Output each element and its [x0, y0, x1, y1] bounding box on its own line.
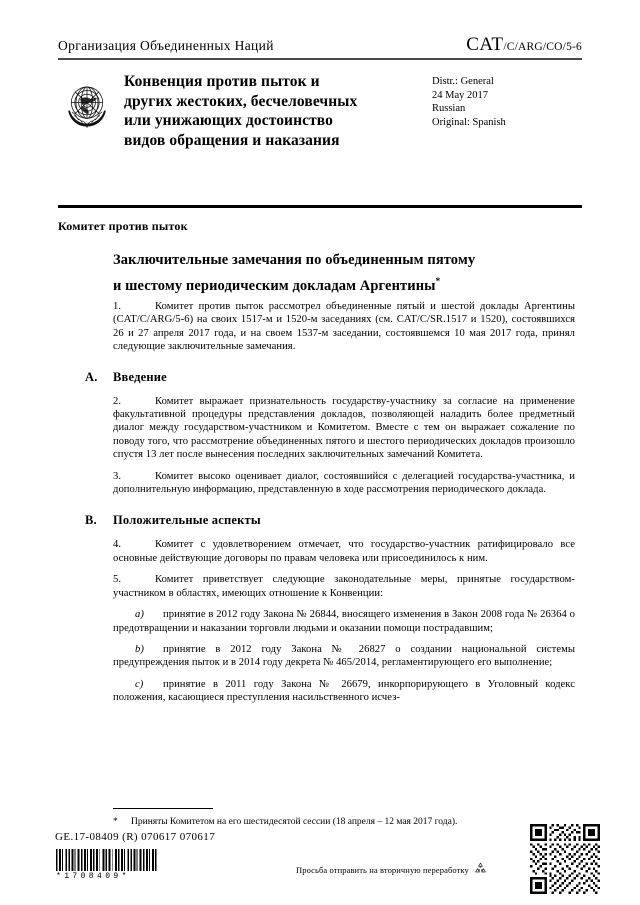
convention-title-line-2: других жестоких, бесчеловечных	[124, 92, 358, 110]
page-title-footnote-mark: *	[435, 276, 441, 286]
footnote-mark: *	[113, 817, 118, 827]
convention-title-line-3: или унижающих достоинство	[124, 112, 334, 129]
paragraph-4-number: 4.	[113, 539, 122, 551]
subitem-c-text: принятие в 2011 году Закона № 26679, инкорпорирующего в Уголовный кодекс положения, касающиеся преступления насильственного исчез-	[113, 678, 575, 704]
section-a-title: Введение	[113, 369, 167, 384]
un-emblem-icon	[58, 76, 116, 134]
document-body	[85, 300, 575, 713]
section-divider	[58, 205, 582, 208]
paragraph-3	[113, 470, 575, 497]
masthead	[58, 34, 582, 56]
section-heading-a	[85, 370, 575, 385]
distribution-type: Distr.: General	[432, 76, 494, 87]
section-heading-b	[85, 513, 575, 528]
paragraph-5	[113, 573, 575, 600]
section-a-letter: A.	[85, 369, 98, 384]
subitem-c	[113, 678, 575, 705]
recycle-icon	[473, 861, 488, 878]
recycle-notice-text: Просьба отправить на вторичную переработку	[296, 864, 469, 875]
paragraph-4	[113, 538, 575, 565]
convention-title-line-4: видов обращения и наказания	[124, 131, 340, 149]
masthead-divider	[58, 58, 582, 60]
paragraph-3-text: Комитет высоко оценивает диалог, состоявшийся с делегацией государства-участника, и дополнительную информацию, представленную в ходе рассмотрения периодического доклада.	[113, 470, 575, 496]
subitem-b-text: принятие в 2012 году Закона № 26827 о создании национальной системы предупреждения пыток и в 2014 году декрета № 465/2014, регламентирующего его выполнение;	[113, 643, 575, 669]
document-symbol-main: CAT	[466, 34, 504, 55]
committee-name: Комитет против пыток	[58, 219, 188, 233]
subitem-a-letter: a)	[135, 609, 144, 621]
convention-title-line-1: Конвенция против пыток и	[124, 73, 320, 90]
document-symbol	[466, 34, 582, 56]
subitem-a	[113, 608, 575, 635]
subitem-c-letter: c)	[135, 678, 144, 690]
subitem-b	[113, 643, 575, 670]
distribution-language: Russian	[432, 103, 466, 114]
distribution-date: 24 May 2017	[432, 89, 488, 101]
paragraph-1	[113, 300, 575, 354]
footnote	[113, 816, 573, 828]
paragraph-1-number: 1.	[113, 301, 122, 312]
page-title-line-2: и шестому периодическим докладам Аргентины	[113, 277, 436, 294]
footnote-separator	[113, 808, 213, 809]
barcode-number: *1708409*	[56, 872, 130, 881]
barcode-bars	[56, 849, 158, 871]
subitem-a-text: принятие в 2012 году Закона № 26844, вносящего изменения в Закон 2008 года № 26364 о предотвращении и наказании торговли людьми и оказании помощи пострадавшим;	[113, 609, 575, 634]
barcode	[56, 849, 158, 881]
convention-title	[116, 72, 422, 150]
paragraph-2	[113, 395, 575, 462]
qr-code	[530, 824, 600, 894]
footnote-text: Приняты Комитетом на его шестидесятой сессии (18 апреля – 12 мая 2017 года).	[131, 817, 458, 827]
organization-name: Организация Объединенных Наций	[58, 38, 274, 53]
ge-document-number: GE.17-08409 (R) 070617 070617	[55, 831, 216, 843]
title-band	[58, 72, 582, 150]
distribution-original: Original: Spanish	[432, 116, 506, 128]
document-symbol-suffix: /C/ARG/CO/5-6	[503, 41, 582, 53]
paragraph-3-number: 3.	[113, 470, 122, 482]
section-b-title: Положительные аспекты	[113, 513, 261, 528]
distribution-block	[422, 72, 582, 129]
paragraph-2-text: Комитет выражает признательность государству-участнику за согласие на применение факультативной процедуры представления докладов, позволяющей наладить более предметный диалог между государством-участником и Комитетом. Вместе с тем он выражает сожаление по поводу того, что рассмотрение объединенных пятого и шестого периодических докладов произошло спустя 13 лет после вынесения последних заключительных замечаний Комитета.	[113, 395, 575, 461]
page-title-line-1: Заключительные замечания по объединенным пятому	[113, 252, 476, 268]
paragraph-5-text: Комитет приветствует следующие законодательные меры, принятые государством-участником в областях, имеющих отношение к Конвенции:	[113, 574, 575, 599]
page-title	[113, 250, 573, 297]
paragraph-2-number: 2.	[113, 395, 122, 407]
subitem-b-letter: b)	[135, 643, 144, 655]
recycle-notice	[296, 861, 488, 878]
section-b-letter: B.	[85, 513, 97, 528]
paragraph-5-number: 5.	[113, 574, 122, 586]
paragraph-4-text: Комитет с удовлетворением отмечает, что государство-участник ратифицировало все основные действующие договоры по правам человека или присоединилось к ним.	[113, 539, 575, 564]
paragraph-1-text: Комитет против пыток рассмотрел объединенные пятый и шестой доклады Аргентины (CAT/C/ARG/5-6) на своих 1517-м и 1520-м заседаниях (см. CAT/C/SR.1517 и 1520), состоявшихся 26 и 27 апреля 2017 года, и на своем 1537-м заседании, состоявшемся 10 мая 2017 года, принял следующие заключительные замечания.	[113, 301, 575, 353]
